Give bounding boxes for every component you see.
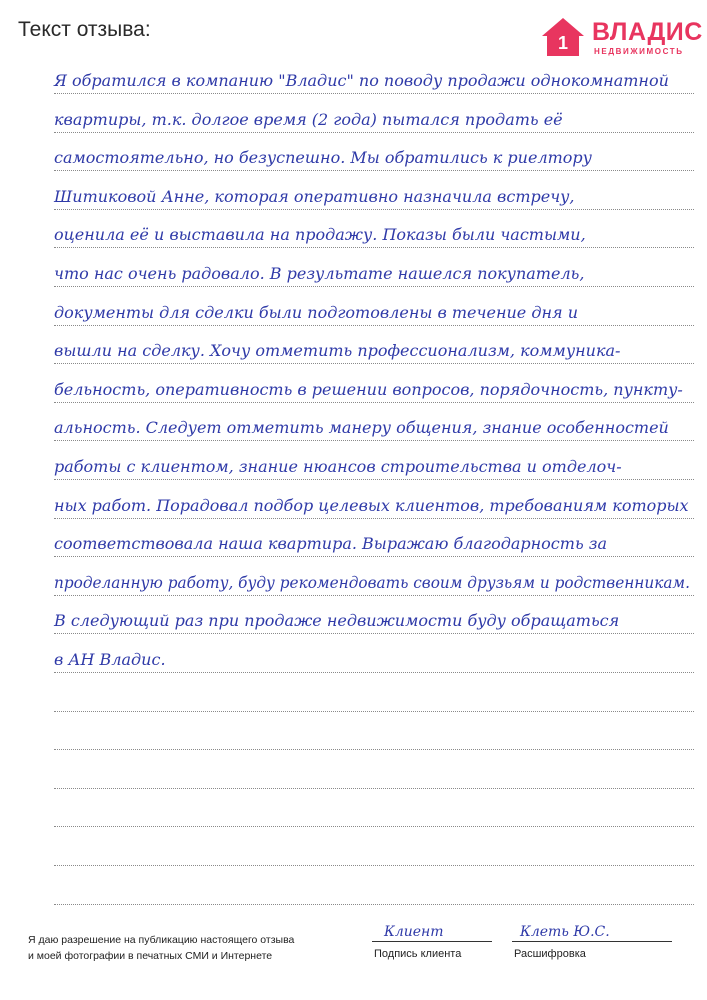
review-text-line: Шитиковой Анне, которая оперативно назначила встречу, bbox=[54, 187, 575, 206]
review-text-line: В следующий раз при продаже недвижимости буду обращаться bbox=[54, 611, 620, 630]
decryption-label: Расшифровка bbox=[514, 948, 586, 960]
ruled-line bbox=[54, 748, 694, 750]
ruled-line bbox=[54, 401, 694, 403]
ruled-line bbox=[54, 825, 694, 827]
ruled-line bbox=[54, 864, 694, 866]
signature-handwriting: Клиент bbox=[384, 924, 444, 940]
signature-label: Подпись клиента bbox=[374, 948, 462, 960]
ruled-line bbox=[54, 285, 694, 287]
review-text-line: альность. Следует отметить манеру общения, знание особенностей bbox=[54, 418, 669, 437]
ruled-line bbox=[54, 710, 694, 712]
house-logo-icon bbox=[540, 16, 586, 58]
ruled-line bbox=[54, 594, 694, 596]
ruled-line bbox=[54, 92, 694, 94]
review-text-line: бельность, оперативность в решении вопросов, порядочность, пункту- bbox=[54, 380, 683, 399]
logo-name: ВЛАДИС bbox=[592, 18, 703, 46]
review-text-line: что нас очень радовало. В результате нашелся покупатель, bbox=[54, 264, 585, 283]
review-text-line: Я обратился в компанию "Владис" по поводу продажи однокомнатной bbox=[54, 71, 669, 90]
company-logo bbox=[540, 16, 703, 60]
review-text-line: вышли на сделку. Хочу отметить профессионализм, коммуника- bbox=[54, 341, 621, 360]
ruled-line bbox=[54, 671, 694, 673]
ruled-line bbox=[54, 555, 694, 557]
ruled-line bbox=[54, 324, 694, 326]
ruled-line bbox=[54, 517, 694, 519]
review-text-line: квартиры, т.к. долгое время (2 года) пытался продать её bbox=[54, 110, 563, 129]
page-title: Текст отзыва: bbox=[18, 18, 151, 41]
ruled-line bbox=[54, 478, 694, 480]
review-text-line: в АН Владис. bbox=[54, 650, 166, 669]
review-text-line: работы с клиентом, знание нюансов строительства и отделоч- bbox=[54, 457, 622, 476]
ruled-line bbox=[54, 169, 694, 171]
review-text-line: ных работ. Порадовал подбор целевых клиентов, требованиям которых bbox=[54, 496, 689, 515]
consent-text bbox=[28, 932, 294, 964]
decryption-line bbox=[512, 941, 672, 942]
ruled-line bbox=[54, 362, 694, 364]
decryption-handwriting: Клеть Ю.С. bbox=[520, 924, 610, 940]
review-text-line: соответствовала наша квартира. Выражаю благодарность за bbox=[54, 534, 607, 553]
review-text-line: самостоятельно, но безуспешно. Мы обратились к риелтору bbox=[54, 148, 592, 167]
ruled-line bbox=[54, 439, 694, 441]
logo-subtitle: НЕДВИЖИМОСТЬ bbox=[594, 47, 684, 56]
review-text-line: оценила её и выставила на продажу. Показы были частыми, bbox=[54, 225, 586, 244]
ruled-line bbox=[54, 131, 694, 133]
logo-badge: 1 bbox=[557, 33, 569, 53]
ruled-line bbox=[54, 787, 694, 789]
ruled-line bbox=[54, 632, 694, 634]
review-text-line: проделанную работу, буду рекомендовать своим друзьям и родственникам. bbox=[54, 573, 690, 592]
ruled-line bbox=[54, 903, 694, 905]
consent-line: Я даю разрешение на публикацию настоящего отзыва bbox=[28, 934, 295, 946]
ruled-line bbox=[54, 208, 694, 210]
ruled-line bbox=[54, 246, 694, 248]
consent-line: и моей фотографии в печатных СМИ и Интернете bbox=[28, 950, 273, 962]
signature-line bbox=[372, 941, 492, 942]
review-text-line: документы для сделки были подготовлены в течение дня и bbox=[54, 303, 579, 322]
